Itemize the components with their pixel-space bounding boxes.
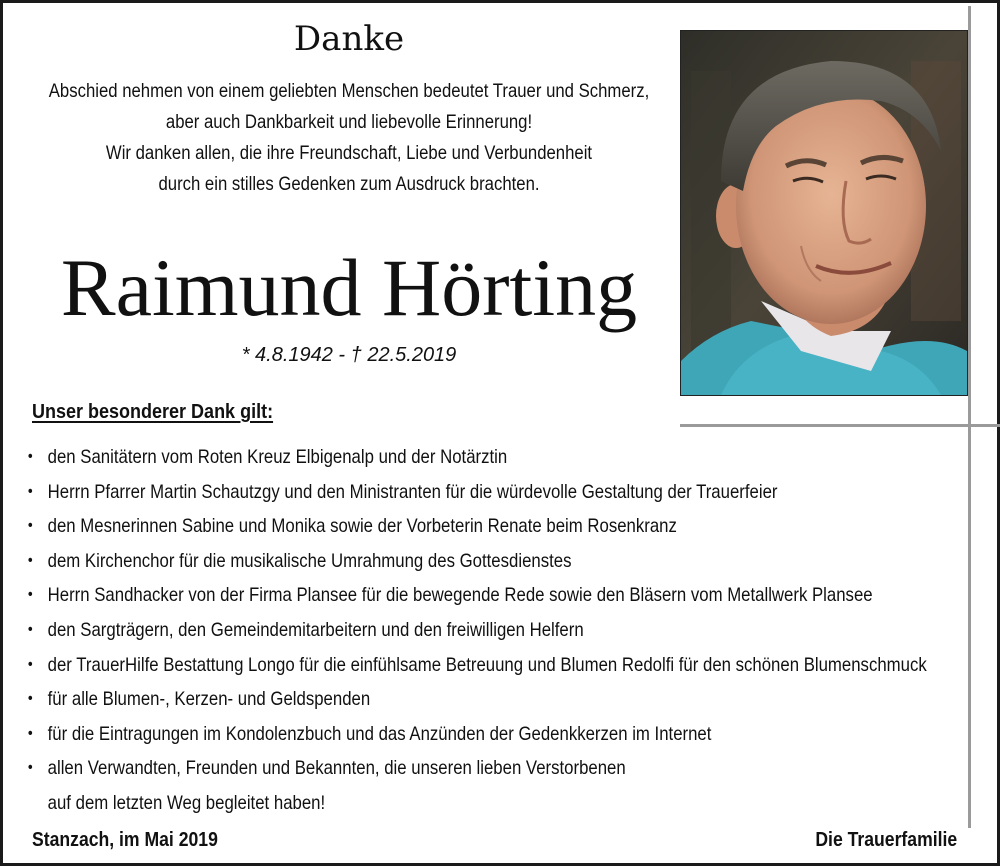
bullet-icon: • — [27, 448, 33, 465]
bullet-icon: • — [27, 759, 33, 777]
heading-danke: Danke — [293, 19, 405, 59]
list-item — [27, 717, 844, 752]
list-item-text: für alle Blumen-, Kerzen- und Geldspenden — [47, 688, 371, 711]
bullet-icon: • — [27, 724, 33, 742]
deceased-name: Raimund Hörting — [60, 242, 638, 333]
list-item-text: den Mesnerinnen Sabine und Monika sowie der Vorbeterin Renate beim Rosenkranz — [47, 515, 677, 538]
thanks-list — [27, 440, 977, 821]
list-item-text: dem Kirchenchor für die musikalische Umrahmung des Gottesdienstes — [47, 549, 572, 572]
intro-text — [45, 76, 654, 200]
list-item — [27, 475, 844, 510]
list-item-continuation — [27, 786, 844, 821]
list-item-text: für die Eintragungen im Kondolenzbuch und das Anzünden der Gedenkkerzen im Internet — [47, 722, 712, 745]
special-thanks-heading: Unser besonderer Dank gilt: — [32, 401, 274, 423]
list-item — [27, 440, 844, 475]
signature: Die Trauerfamilie — [815, 829, 957, 851]
list-item-text: allen Verwandten, Freunden und Bekannten, die unseren lieben Verstorbenen — [47, 757, 626, 780]
bullet-icon: • — [27, 620, 33, 638]
list-item — [27, 751, 844, 786]
list-item — [27, 509, 844, 544]
bullet-icon: • — [27, 655, 33, 673]
list-item-text: auf dem letzten Weg begleitet haben! — [47, 791, 326, 814]
list-item — [27, 682, 844, 717]
intro-line: Abschied nehmen von einem geliebten Menschen bedeutet Trauer und Schmerz, — [48, 81, 650, 102]
intro-line: Wir danken allen, die ihre Freundschaft, Liebe und Verbundenheit — [105, 143, 593, 164]
list-item-text: den Sargträgern, den Gemeindemitarbeitern und den freiwilligen Helfern — [47, 618, 584, 641]
life-dates: * 4.8.1942 - † 22.5.2019 — [241, 344, 457, 366]
list-item-text: der TrauerHilfe Bestattung Longo für die einfühlsame Betreuung und Blumen Redolfi für den schönen Blumenschmuck — [47, 653, 927, 676]
intro-line: aber auch Dankbarkeit und liebevolle Erinnerung! — [165, 112, 533, 133]
portrait-photo — [680, 30, 968, 396]
bullet-icon: • — [27, 517, 33, 535]
list-item — [27, 578, 873, 613]
intro-line: durch ein stilles Gedenken zum Ausdruck brachten. — [158, 174, 540, 195]
portrait-illustration — [681, 31, 967, 395]
list-item-text: Herrn Pfarrer Martin Schautzgy und den Ministranten für die würdevolle Gestaltung der Trauerfeier — [47, 480, 778, 503]
list-item-text: Herrn Sandhacker von der Firma Plansee für die bewegende Rede sowie den Bläsern vom Metallwerk Plansee — [47, 584, 873, 607]
list-item — [27, 544, 844, 579]
place-and-date: Stanzach, im Mai 2019 — [32, 829, 218, 851]
bullet-icon: • — [27, 586, 33, 604]
bullet-icon: • — [27, 690, 33, 708]
list-item — [27, 648, 927, 683]
list-item-text: den Sanitätern vom Roten Kreuz Elbigenalp und der Notärztin — [47, 446, 508, 468]
decorative-horizontal-line — [680, 424, 1000, 427]
bullet-icon: • — [27, 551, 33, 569]
bullet-icon: • — [27, 482, 33, 500]
list-item — [27, 613, 844, 648]
